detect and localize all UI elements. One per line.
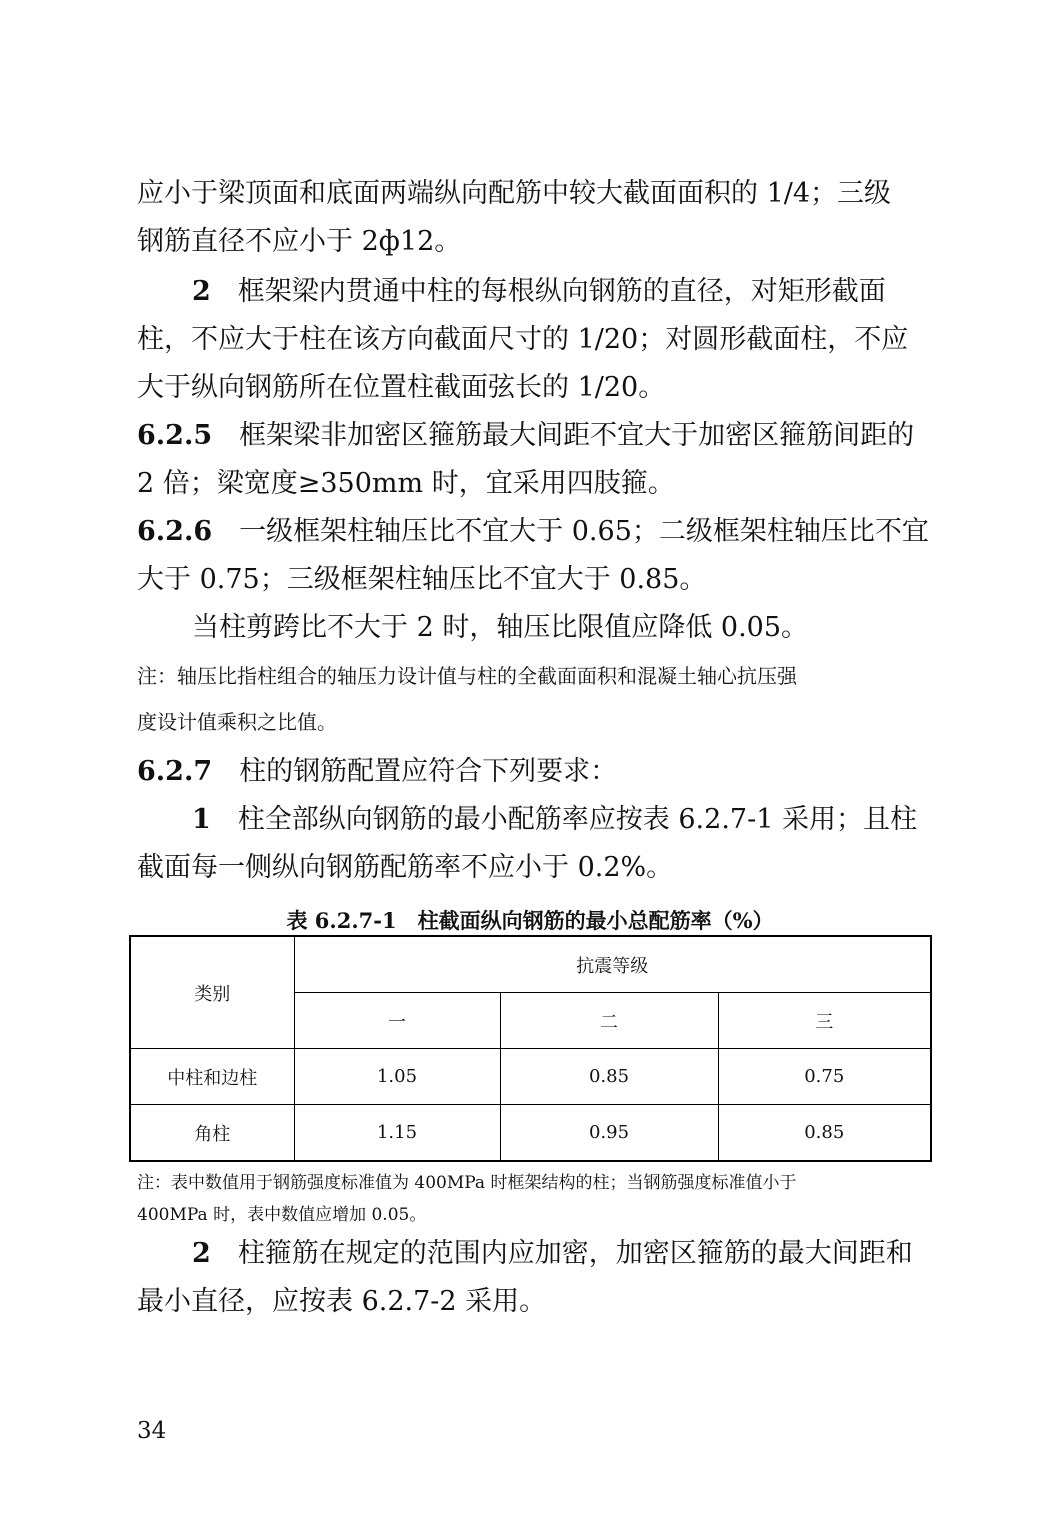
table-cell: 0.85 bbox=[718, 1105, 931, 1162]
note-line: 度设计值乘积之比值。 bbox=[137, 710, 337, 734]
table-caption: 表 6.2.7-1 柱截面纵向钢筋的最小总配筋率（%） bbox=[286, 908, 774, 933]
section-6-2-5: 6.2.5 框架梁非加密区箍筋最大间距不宜大于加密区箍筋间距的 bbox=[137, 420, 915, 451]
body-line: 钢筋直径不应小于 2ф12。 bbox=[137, 226, 462, 257]
grade-1: 一 bbox=[294, 993, 500, 1049]
body-line: 当柱剪跨比不大于 2 时，轴压比限值应降低 0.05。 bbox=[192, 612, 809, 643]
body-line: 大于纵向钢筋所在位置柱截面弦长的 1/20。 bbox=[137, 372, 666, 403]
table-cell: 1.15 bbox=[294, 1105, 500, 1162]
body-line: 大于 0.75；三级框架柱轴压比不宜大于 0.85。 bbox=[137, 564, 707, 595]
header-seismic-grade: 抗震等级 bbox=[294, 936, 931, 993]
section-number: 6.2.6 bbox=[137, 516, 213, 547]
clause-number: 2 bbox=[192, 1238, 211, 1269]
body-line: 2 倍；梁宽度≥350mm 时，宜采用四肢箍。 bbox=[137, 468, 675, 499]
section-number: 6.2.5 bbox=[137, 420, 213, 451]
reinforcement-ratio-table bbox=[129, 935, 932, 1162]
body-line: 最小直径，应按表 6.2.7-2 采用。 bbox=[137, 1286, 547, 1317]
body-line: 柱，不应大于柱在该方向截面尺寸的 1/20；对圆形截面柱，不应 bbox=[137, 324, 909, 355]
body-line: 截面每一侧纵向钢筋配筋率不应小于 0.2%。 bbox=[137, 852, 674, 883]
section-6-2-6: 6.2.6 一级框架柱轴压比不宜大于 0.65；二级框架柱轴压比不宜 bbox=[137, 516, 929, 547]
table-cell: 0.75 bbox=[718, 1049, 931, 1105]
table-cell: 0.95 bbox=[500, 1105, 718, 1162]
body-line: 应小于梁顶面和底面两端纵向配筋中较大截面面积的 1/4；三级 bbox=[137, 178, 892, 209]
clause-1: 1 柱全部纵向钢筋的最小配筋率应按表 6.2.7-1 采用；且柱 bbox=[192, 804, 917, 835]
page-number: 34 bbox=[137, 1418, 167, 1444]
clause-number: 1 bbox=[192, 804, 211, 835]
table-row bbox=[130, 1049, 931, 1105]
section-6-2-7: 6.2.7 柱的钢筋配置应符合下列要求： bbox=[137, 756, 618, 787]
table-note: 注：表中数值用于钢筋强度标准值为 400MPa 时框架结构的柱；当钢筋强度标准值小于 bbox=[137, 1173, 797, 1193]
table-row bbox=[130, 1105, 931, 1162]
table-cell: 0.85 bbox=[500, 1049, 718, 1105]
grade-2: 二 bbox=[500, 993, 718, 1049]
table-note: 400MPa 时，表中数值应增加 0.05。 bbox=[137, 1205, 427, 1225]
row-label: 中柱和边柱 bbox=[130, 1049, 294, 1105]
grade-3: 三 bbox=[718, 993, 931, 1049]
note-line: 注：轴压比指柱组合的轴压力设计值与柱的全截面面积和混凝土轴心抗压强 bbox=[137, 664, 797, 688]
section-number: 6.2.7 bbox=[137, 756, 213, 787]
row-label: 角柱 bbox=[130, 1105, 294, 1162]
clause-number: 2 bbox=[192, 276, 211, 307]
clause-2: 2 框架梁内贯通中柱的每根纵向钢筋的直径，对矩形截面 bbox=[192, 276, 886, 307]
table-cell: 1.05 bbox=[294, 1049, 500, 1105]
clause-2: 2 柱箍筋在规定的范围内应加密，加密区箍筋的最大间距和 bbox=[192, 1238, 913, 1269]
header-category: 类别 bbox=[130, 936, 294, 1049]
